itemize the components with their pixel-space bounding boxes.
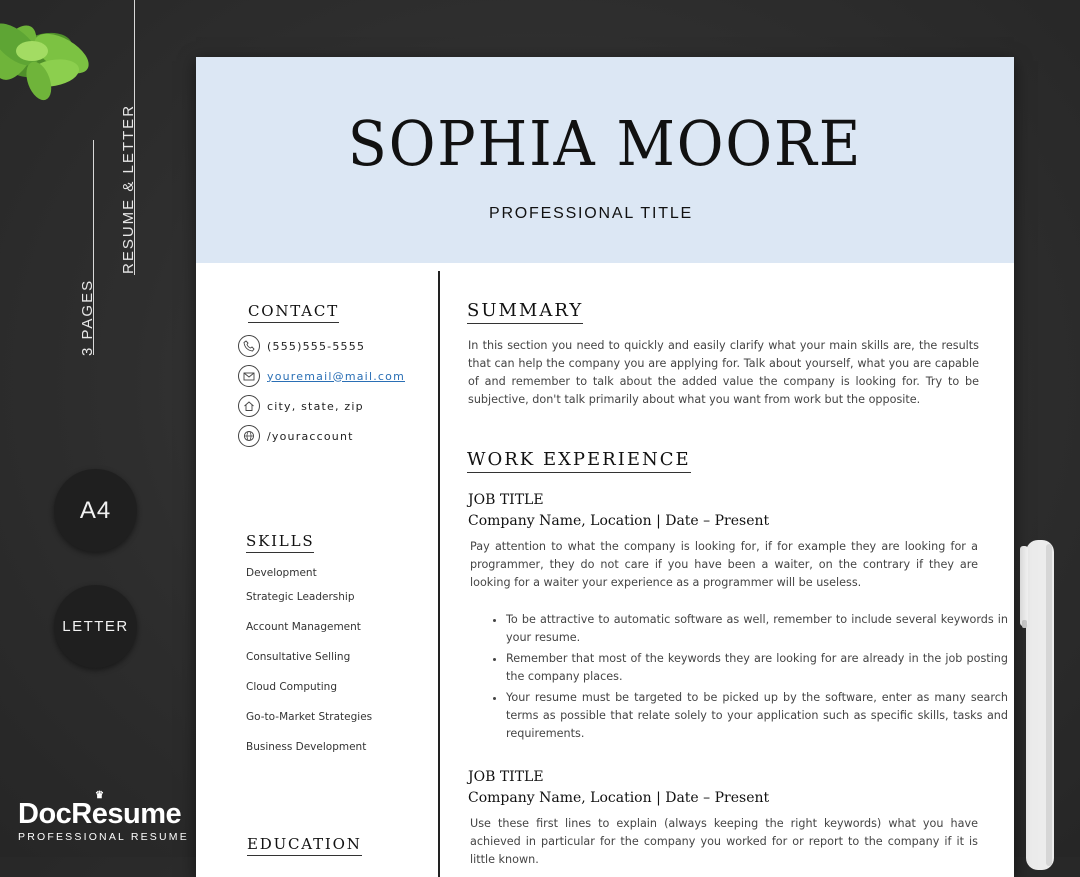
skills-heading: SKILLS [246,532,314,553]
brand-name [18,790,189,830]
skill-item: Go-to-Market Strategies [246,711,373,723]
summary-text: In this section you need to quickly and easily clarify what your main skills are, the results that can help the company you are applying for. Talk about yourself, what you are capable of and remember to talk about the added value the company is looking for. Try to be subjective, don't talk primarily about what you want from work but the opposite. [468,339,979,406]
formats-label: RESUME & LETTER [120,103,137,274]
job-bullet: • Your resume must be targeted to be picked up by the software, enter as many search terms as possible that relate solely to your application such as specific skills, tasks and requirements. [506,689,1008,743]
a4-badge [54,469,137,552]
phone-text: (555)555-5555 [267,339,366,353]
education-heading: EDUCATION [247,835,362,856]
job-title: JOB TITLE [468,492,544,508]
skill-item: Business Development [246,741,367,753]
job-company: Company Name, Location | Date – Present [468,513,770,529]
skill-item: Cloud Computing [246,681,337,693]
contact-social [238,425,354,447]
skill-item: Account Management [246,621,361,633]
social-text: /youraccount [267,429,354,443]
summary-heading: SUMMARY [467,300,583,324]
resume-header [196,57,1014,263]
home-icon [238,395,260,417]
succulent-plant-image [0,0,110,135]
pen-image [1020,540,1060,870]
letter-badge [54,585,137,668]
skill-item: Development [246,567,317,579]
job-description: Use these first lines to explain (always keeping the right keywords) what you have achieved in particular for the company you worked for or report to the company if it is little known. [470,817,978,866]
resume-name: SOPHIA MOORE [347,107,863,180]
skill-item: Consultative Selling [246,651,351,663]
contact-phone [238,335,365,357]
globe-icon [238,425,260,447]
job-description: Pay attention to what the company is looking for, if for example they are looking for a programmer, they do not care if you have been a waiter, on the contrary if they are looking for a waiter your experience as a programmer will be useless. [470,540,978,589]
contact-email[interactable] [238,365,405,387]
job-bullet: • To be attractive to automatic software as well, remember to include several keywords in your resume. [506,611,1008,647]
brand-logo [18,790,189,843]
work-experience-heading: WORK EXPERIENCE [467,449,691,473]
skill-item: Strategic Leadership [246,591,355,603]
pages-label: 3 PAGES [79,278,96,356]
resume-page [196,57,1014,877]
job-title: JOB TITLE [468,769,544,785]
email-link[interactable]: youremail@mail.com [267,369,405,383]
a4-badge-label: A4 [79,496,112,524]
job-bullet-list [476,611,1008,746]
phone-icon [238,335,260,357]
letter-badge-label: LETTER [62,618,129,635]
job-company: Company Name, Location | Date – Present [468,790,770,806]
brand-tagline: PROFESSIONAL RESUME [18,831,189,843]
column-divider [438,271,440,877]
crown-icon: ♛ [95,790,105,801]
contact-heading: CONTACT [248,302,339,323]
job-bullet: • Remember that most of the keywords they are looking for are already in the job posting the company places. [506,650,1008,686]
contact-address [238,395,364,417]
professional-title: PROFESSIONAL TITLE [488,205,693,222]
mail-icon [238,365,260,387]
brand-name-text: DocResume [18,798,182,830]
address-text: city, state, zip [267,399,364,413]
